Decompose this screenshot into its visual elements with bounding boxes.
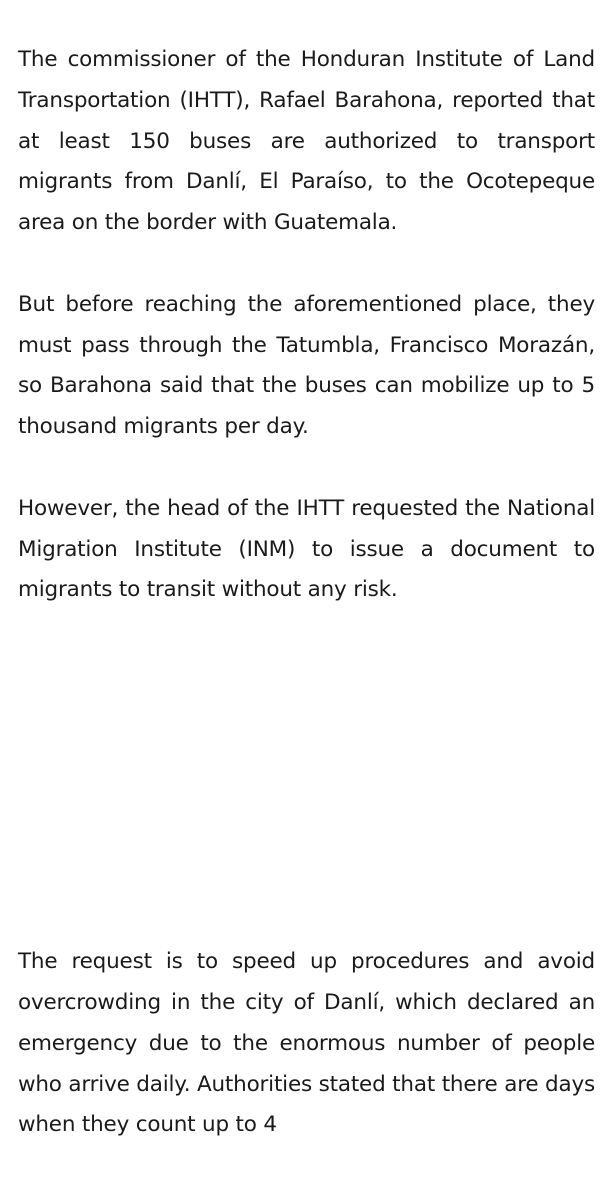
article-paragraph: The commissioner of the Honduran Institute of Land Transportation (IHTT), Rafael Barahona, reported that at least 150 buses are authorized to transport migrants from Danlí, El Paraíso, to the Ocotepeque area on the border with Guatemala. [18,47,595,236]
article-body [18,40,595,1146]
article-paragraph: However, the head of the IHTT requested the National Migration Institute (INM) to issue a document to migrants to transit without any risk. [18,495,595,603]
blank-ad-space [18,611,595,942]
article-paragraph: But before reaching the aforementioned place, they must pass through the Tatumbla, Francisco Morazán, so Barahona said that the buses can mobilize up to 5 thousand migrants per day. [18,291,595,440]
article-paragraph: The request is to speed up procedures and avoid overcrowding in the city of Danlí, which declared an emergency due to the enormous number of people who arrive daily. Authorities stated that there are days when they count up to 4 [18,949,595,1138]
